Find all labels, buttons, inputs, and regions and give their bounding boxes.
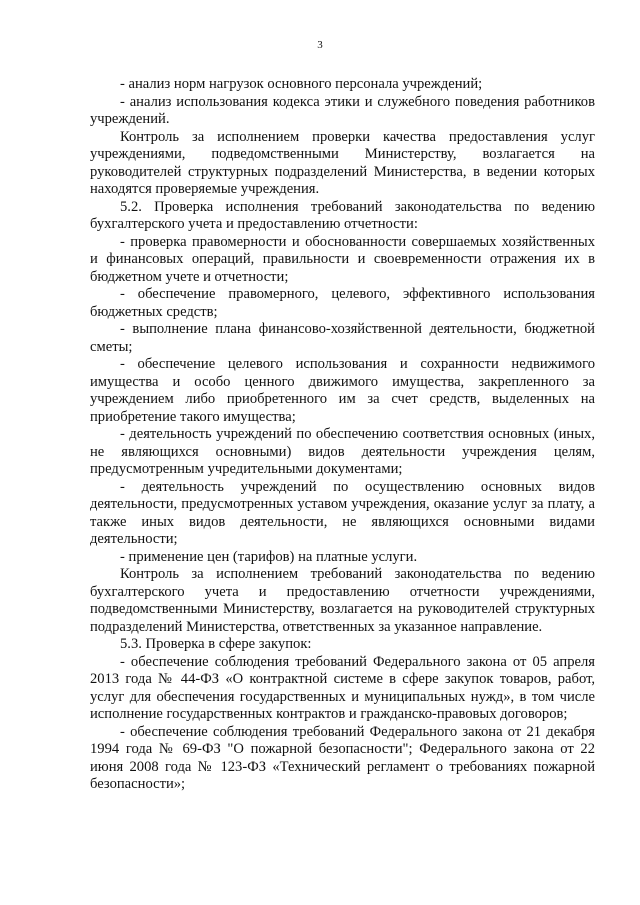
page-number: 3 [317,39,323,51]
paragraph: - обеспечение соблюдения требований Федерального закона от 05 апреля 2013 года № 44-ФЗ «О контрактной системе в сфере закупок товаров, работ, услуг для обеспечения государственных и муниципальных нужд», в том числе исполнение государственных контрактов и гражданско-правовых договоров; [90,653,595,722]
paragraph: - проверка правомерности и обоснованности совершаемых хозяйственных и финансовых операций, правильности и своевременности отражения их в бюджетном учете и отчетности; [90,233,595,285]
paragraph: - анализ использования кодекса этики и служебного поведения работников учреждений. [90,93,595,127]
paragraph: - обеспечение соблюдения требований Федерального закона от 21 декабря 1994 года № 69-ФЗ "О пожарной безопасности"; Федерального закона от 22 июня 2008 года № 123-ФЗ «Технический регламент о требованиях пожарной безопасности»; [90,723,595,792]
paragraph: - обеспечение целевого использования и сохранности недвижимого имущества и особо ценного движимого имущества, закрепленного за учреждением либо приобретенного им за счет средств, выделенных на приобретение такого имущества; [90,356,595,425]
paragraph: - анализ норм нагрузок основного персонала учреждений; [120,76,483,92]
paragraph: - деятельность учреждений по осуществлению основных видов деятельности, предусмотренных уставом учреждения, оказание услуг за плату, а также иных видов деятельности, не являющихся основными видами деятельности; [90,478,595,547]
paragraph: Контроль за исполнением проверки качества предоставления услуг учреждениями, подведомственными Министерству, возлагается на руководителей структурных подразделений Министерства, в ведении которых находятся проверяемые учреждения. [90,128,595,197]
section-heading-5-2: 5.2. Проверка исполнения требований законодательства по ведению бухгалтерского учета и предоставлению отчетности: [90,198,595,232]
paragraph: - применение цен (тарифов) на платные услуги. [120,548,418,565]
paragraph: - выполнение плана финансово-хозяйственной деятельности, бюджетной сметы; [90,321,595,355]
paragraph: Контроль за исполнением требований законодательства по ведению бухгалтерского учета и предоставлению отчетности учреждениями, подведомственными Министерству, возлагается на руководителей структурных подразделений Министерства, ответственных за указанное направление. [90,566,595,635]
section-heading-5-3: 5.3. Проверка в сфере закупок: [120,636,312,652]
document-body [90,76,595,794]
paragraph: - деятельность учреждений по обеспечению соответствия основных (иных, не являющихся основными) видов деятельности учреждения целям, предусмотренным учредительными документами; [90,426,595,477]
paragraph: - обеспечение правомерного, целевого, эффективного использования бюджетных средств; [90,286,595,320]
